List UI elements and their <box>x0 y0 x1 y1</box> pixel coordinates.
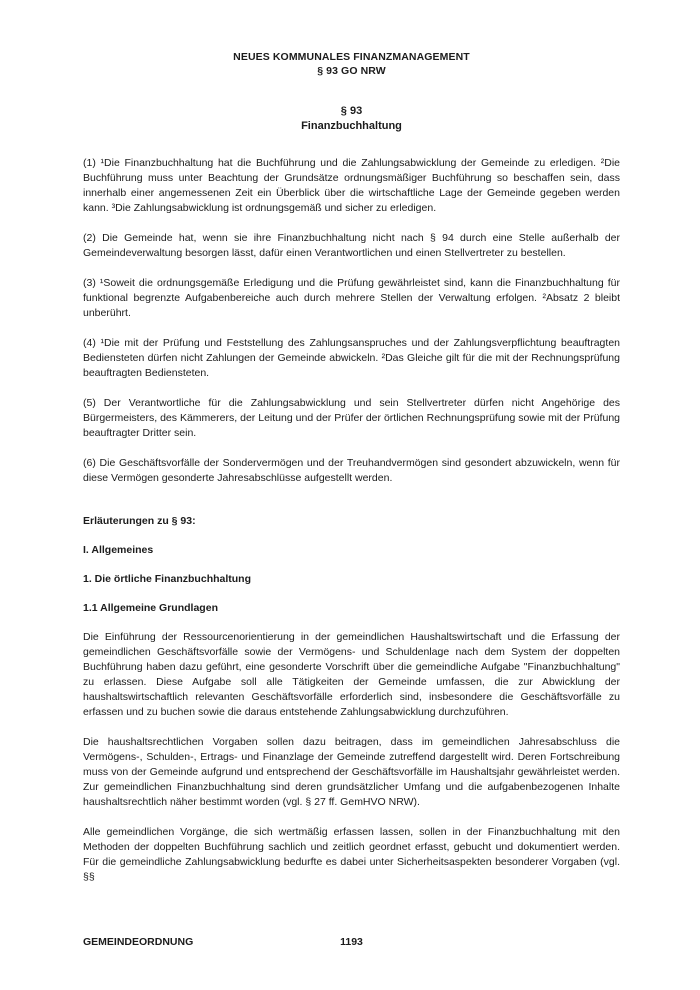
law-section-number: § 93 <box>340 105 363 117</box>
commentary-paragraph-2: Die haushaltsrechtlichen Vorgaben sollen dazu beitragen, dass im gemeindlichen Jahresabschluss die Vermögens-, Schulden-, Ertrags- und Finanzlage der Gemeinde zutreffend dargestellt wird. Deren Fortschreibung muss von der Gemeinde aufgrund und entsprechend der Geschäftsvorfälle im Haushaltsjahr gewährleistet werden. Zur gemeindlichen Finanzbuchhaltung sind deren grundsätzlicher Umfang und die aufgabenbezogenen Inhalte haushaltsrechtlich näher bestimmt worden (vgl. § 27 ff. GemHVO NRW). <box>83 736 620 808</box>
commentary-paragraph-1: Die Einführung der Ressourcenorientierung in der gemeindlichen Haushaltswirtschaft und die Erfassung der gemeindlichen Geschäftsvorfälle sowie der Vermögens- und Schuldenlage nach dem System der doppelten Buchführung haben dazu geführt, eine gesonderte Vorschrift über die gemeindliche Aufgabe "Finanzbuchhaltung" zu erlassen. Diese Aufgabe soll alle Tätigkeiten der Gemeinde umfassen, die zur Abwicklung der haushaltswirtschaftlich relevanten Geschäftsvorfälle erforderlich sind, insbesondere die Geschäftsvorfälle zu erfassen und zu buchen sowie die daraus entstehende Zahlungsabwicklung durchzuführen. <box>83 631 620 718</box>
commentary-subsection-heading: 1. Die örtliche Finanzbuchhaltung <box>83 573 252 585</box>
law-section-title <box>83 104 620 134</box>
law-paragraph-5: (5) Der Verantwortliche für die Zahlungsabwicklung und sein Stellvertreter dürfen nicht Angehörige des Bürgermeisters, des Kämmerers, der Leitung und der Prüfer der örtlichen Rechnungsprüfung sowie mit der Prüfung beauftragter Dritter sein. <box>83 397 620 439</box>
running-header <box>83 50 620 78</box>
law-paragraph-1: (1) ¹Die Finanzbuchhaltung hat die Buchführung und die Zahlungsabwicklung der Gemeinde zu erledigen. ²Die Buchführung muss unter Beachtung der Grundsätze ordnungsmäßiger Buchführung so beschaffen sein, dass innerhalb einer angemessenen Zeit ein Überblick über die wirtschaftliche Lage der Gemeinde gegeben werden kann. ³Die Zahlungsabwicklung ist ordnungsgemäß und sicher zu erledigen. <box>83 157 620 214</box>
page-footer <box>83 936 620 950</box>
footer-page-number: 1193 <box>340 936 363 948</box>
running-header-line-1: NEUES KOMMUNALES FINANZMANAGEMENT <box>233 51 470 63</box>
running-header-line-2: § 93 GO NRW <box>317 65 386 77</box>
commentary-subsubsection-heading: 1.1 Allgemeine Grundlagen <box>83 602 218 614</box>
commentary-section-heading: I. Allgemeines <box>83 544 154 556</box>
law-paragraph-2: (2) Die Gemeinde hat, wenn sie ihre Finanzbuchhaltung nicht nach § 94 durch eine Stelle außerhalb der Gemeindeverwaltung besorgen lässt, dafür einen Verantwortlichen und einen Stellvertreter zu bestellen. <box>83 232 620 259</box>
law-paragraph-6: (6) Die Geschäftsvorfälle der Sondervermögen und der Treuhandvermögen sind gesondert abzuwickeln, wenn für diese Vermögen gesonderte Jahresabschlüsse aufgestellt werden. <box>83 457 620 484</box>
footer-book-title: GEMEINDEORDNUNG <box>83 936 194 948</box>
commentary-paragraph-3: Alle gemeindlichen Vorgänge, die sich wertmäßig erfassen lassen, sollen in der Finanzbuchhaltung mit den Methoden der doppelten Buchführung sachlich und zeitlich geordnet erfasst, gebucht und dokumentiert werden. Für die gemeindliche Zahlungsabwicklung bedurfte es dabei unter Sicherheitsaspekten besonderer Vorgaben (vgl. §§ <box>83 826 620 883</box>
law-paragraph-4: (4) ¹Die mit der Prüfung und Feststellung des Zahlungsanspruches und der Zahlungsverpflichtung beauftragten Bediensteten dürfen nicht Zahlungen der Gemeinde abwickeln. ²Das Gleiche gilt für die mit der Rechnungsprüfung beauftragten Bediensteten. <box>83 337 620 379</box>
law-paragraph-3: (3) ¹Soweit die ordnungsgemäße Erledigung und die Prüfung gewährleistet sind, kann die Finanzbuchhaltung für funktional begrenzte Aufgabenbereiche auch durch mehrere Stellen der Verwaltung erfolgen. ²Absatz 2 bleibt unberührt. <box>83 277 620 319</box>
law-section-name: Finanzbuchhaltung <box>301 120 402 132</box>
commentary-heading: Erläuterungen zu § 93: <box>83 515 196 527</box>
